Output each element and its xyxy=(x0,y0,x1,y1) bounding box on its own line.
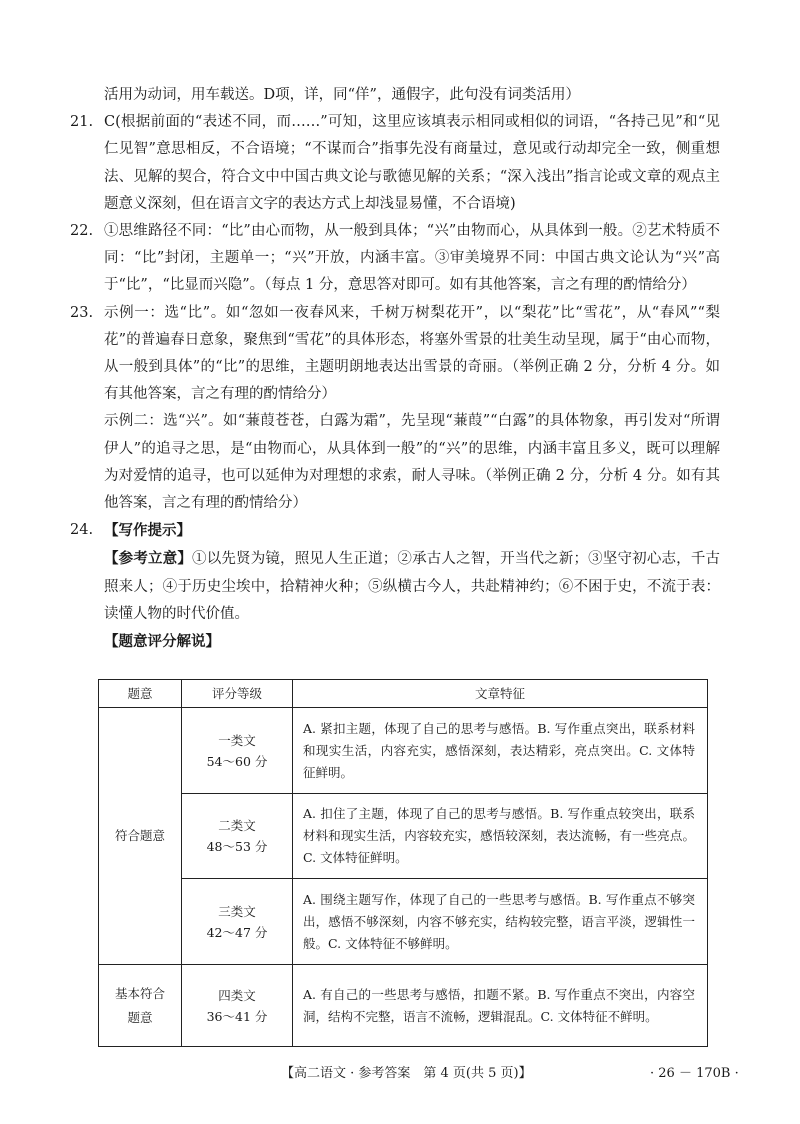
grade-label: 二类文 xyxy=(218,818,256,833)
reference-ideas xyxy=(70,545,720,628)
header-topic: 题意 xyxy=(99,680,182,708)
grade-label: 三类文 xyxy=(218,903,256,919)
example-one: 示例一：选“比”。如“忽如一夜春风来，千树万树梨花开”，以“梨花”比“雪花”，从“春风”“梨花”的普遍春日意象，聚焦到“雪花”的具体形态，将塞外雪景的壮美生动呈现，属于“由心而物，从一般到具体”的“比”的思维，主题明朗地表达出雪景的奇丽。（举例正确 2 分，分析 4 分。如有其他答案，言之有理的酌情给分） xyxy=(104,304,720,403)
table-row xyxy=(99,794,708,879)
example-two: 示例二：选“兴”。如“蒹葭苍苍，白露为霜”，先呈现“蒹葭”“白露”的具体物象，再引发对“所谓伊人”的追寻之思，是“由物而心，从具体到一般”的“兴”的思维，内涵丰富且多义，既可以理解为对爱情的追寻，也可以延伸为对理想的求索，耐人寻味。（举例正确 2 分，分析 4 分。如有其他答案，言之有理的酌情给分） xyxy=(104,413,720,512)
header-features: 文章特征 xyxy=(293,680,708,708)
features-cell: A. 围绕主题写作，体现了自己的一些思考与感悟。B. 写作重点不够突出，感悟不够深刻，内容不够充实，结构较完整，语言平淡，逻辑性一般。C. 文体特征不够鲜明。 xyxy=(293,879,708,965)
features-cell: A. 紧扣主题，体现了自己的思考与感悟。B. 写作重点突出，联系材料和现实生活，内容充实，感悟深刻，表达精彩，亮点突出。C. 文体特征鲜明。 xyxy=(293,708,708,794)
table-row xyxy=(99,879,708,965)
question-24 xyxy=(70,517,720,545)
table-row xyxy=(99,708,708,794)
reference-ideas-label: 【参考立意】 xyxy=(104,550,193,568)
features-cell: A. 有自己的一些思考与感悟，扣题不紧。B. 写作重点不突出，内容空洞，结构不完整，语言不流畅，逻辑混乱。C. 文体特征不鲜明。 xyxy=(293,965,708,1047)
q20-continuation: 活用为动词，用车载送。D项，详，同“佯”，通假字，此句没有词类活用） xyxy=(104,87,580,103)
grade-label: 一类文 xyxy=(218,732,256,748)
answer-content xyxy=(70,82,720,659)
header-grade: 评分等级 xyxy=(182,680,293,708)
question-number: 24. xyxy=(70,522,94,539)
grading-table xyxy=(98,679,708,1047)
answer-text: ①思维路径不同：“比”由心而物，从一般到具体；“兴”由物而心，从具体到一般。②艺术特质不同：“比”封闭，主题单一；“兴”开放，内涵丰富。③审美境界不同：中国古典文论认为“兴”高于“比”，“比显而兴隐”。（每点 1 分，意思答对即可。如有其他答案，言之有理的酌情给分） xyxy=(104,223,720,294)
grade-cell xyxy=(182,965,293,1047)
table-row xyxy=(99,965,708,1047)
grade-cell xyxy=(182,879,293,965)
footer-page-info: 【高二语文 · 参考答案 第 4 页(共 5 页)】 xyxy=(281,1066,532,1081)
scoring-explanation-heading: 【题意评分解说】 xyxy=(104,633,220,651)
grade-label: 四类文 xyxy=(218,987,256,1003)
topic-cell xyxy=(99,965,182,1047)
question-number: 23. xyxy=(70,304,94,321)
score-range: 42～47 分 xyxy=(206,924,268,940)
question-number: 22. xyxy=(70,223,94,240)
question-21 xyxy=(70,109,720,218)
features-cell: A. 扣住了主题，体现了自己的思考与感悟。B. 写作重点较突出，联系材料和现实生活，内容较充实，感悟较深刻，表达流畅，有一些亮点。C. 文体特征鲜明。 xyxy=(293,794,708,879)
grade-cell xyxy=(182,794,293,879)
question-22 xyxy=(70,218,720,300)
topic-cell: 符合题意 xyxy=(99,708,182,965)
writing-tips-heading: 【写作提示】 xyxy=(104,522,191,540)
score-range: 54～60 分 xyxy=(206,753,268,769)
question-number: 21. xyxy=(70,114,94,131)
question-23 xyxy=(70,300,720,409)
answer-text: C(根据前面的“表述不同，而……”可知，这里应该填表示相同或相似的词语，“各持己见”和“见仁见智”意思相反，不合语境；“不谋而合”指事先没有商量过，意见或行动却完全一致，侧重想法、见解的契合，符合文中中国古典文论与歌德见解的关系；“深入浅出”指言论或文章的观点主题意义深刻，但在语言文字的表达方式上却浅显易懂，不合语境) xyxy=(104,114,720,212)
topic-label: 基本符合题意 xyxy=(114,985,165,1025)
footer-code: · 26 － 170B · xyxy=(650,1066,739,1081)
table-header-row xyxy=(99,680,708,708)
score-range: 48～53 分 xyxy=(206,839,268,854)
reference-ideas-text: ①以先贤为镜，照见人生正道；②承古人之智，开当代之新；③坚守初心志，千古照来人；④于历史尘埃中，拾精神火种；⑤纵横古今人，共赴精神约；⑥不困于史，不流于表：读懂人物的时代价值。 xyxy=(104,551,721,622)
score-range: 36～41 分 xyxy=(206,1008,268,1024)
grade-cell xyxy=(182,708,293,794)
